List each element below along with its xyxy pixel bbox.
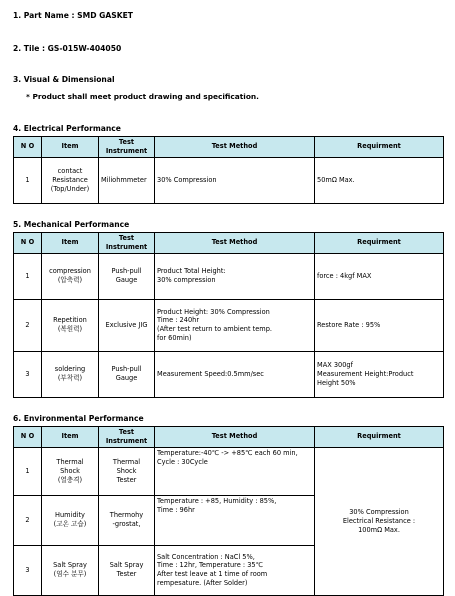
cell-method: Salt Concentration : NaCl 5%, Time : 12hr, Temperature : 35℃ After test leave at 1 time of room rempesature. (After Solder) — [155, 545, 315, 595]
header-instrument: Test Instrument — [99, 233, 155, 254]
cell-no: 1 — [14, 157, 42, 203]
part-title: 2. Tile : GS-015W-404050 — [13, 44, 122, 53]
cell-method: Product Height: 30% Compression Time : 240hr (After test return to ambient temp. for 60min) — [155, 299, 315, 351]
cell-instrument: Push-pull Gauge — [99, 351, 155, 397]
cell-requirement: MAX 300gf Measurement Height:Product Height 50% — [315, 351, 444, 397]
header-item: Item — [42, 137, 99, 158]
header-no: N O — [14, 233, 42, 254]
cell-no: 3 — [14, 351, 42, 397]
cell-instrument: Thermal Shock Tester — [99, 447, 155, 495]
section-environmental-heading: 6. Environmental Performance — [13, 414, 144, 423]
cell-method: Temperature:-40℃ -> +85℃ each 60 min, Cycle : 30Cycle — [155, 447, 315, 495]
cell-requirement: force : 4kgf MAX — [315, 253, 444, 299]
cell-instrument: Thermohy -grostat, — [99, 495, 155, 545]
header-no: N O — [14, 137, 42, 158]
table-row — [14, 351, 444, 397]
cell-instrument: Salt Spray Tester — [99, 545, 155, 595]
cell-no: 1 — [14, 447, 42, 495]
cell-item: contact Resistance (Top/Under) — [42, 157, 99, 203]
cell-method: Product Total Height: 30% compression — [155, 253, 315, 299]
cell-no: 2 — [14, 299, 42, 351]
table-row — [14, 157, 444, 203]
cell-instrument: Push-pull Gauge — [99, 253, 155, 299]
cell-item: Humidity (고온 고습) — [42, 495, 99, 545]
cell-item: compression (압축력) — [42, 253, 99, 299]
header-no: N O — [14, 427, 42, 448]
cell-method: Measurement Speed:0.5mm/sec — [155, 351, 315, 397]
cell-no: 2 — [14, 495, 42, 545]
table-row — [14, 447, 444, 495]
section-mechanical-heading: 5. Mechanical Performance — [13, 220, 130, 229]
header-requirement: Requirment — [315, 427, 444, 448]
header-item: Item — [42, 427, 99, 448]
header-method: Test Method — [155, 137, 315, 158]
cell-method: 30% Compression — [155, 157, 315, 203]
table-row — [14, 299, 444, 351]
cell-item: Repetition (복원력) — [42, 299, 99, 351]
cell-requirement: Restore Rate : 95% — [315, 299, 444, 351]
part-name: 1. Part Name : SMD GASKET — [13, 11, 133, 20]
header-requirement: Requirment — [315, 233, 444, 254]
header-requirement: Requirment — [315, 137, 444, 158]
header-instrument: Test Instrument — [99, 137, 155, 158]
cell-no: 1 — [14, 253, 42, 299]
cell-instrument: Miliohmmeter — [99, 157, 155, 203]
section-visual-heading: 3. Visual & Dimensional — [13, 75, 115, 84]
cell-item: Salt Spray (염수 분무) — [42, 545, 99, 595]
mechanical-table — [13, 232, 444, 398]
visual-note: * Product shall meet product drawing and specification. — [26, 92, 259, 101]
cell-requirement: 30% Compression Electrical Resistance : 100mΩ Max. — [315, 447, 444, 595]
cell-item: soldering (부착력) — [42, 351, 99, 397]
header-item: Item — [42, 233, 99, 254]
electrical-table — [13, 136, 444, 204]
header-method: Test Method — [155, 427, 315, 448]
cell-requirement: 50mΩ Max. — [315, 157, 444, 203]
header-method: Test Method — [155, 233, 315, 254]
cell-no: 3 — [14, 545, 42, 595]
environmental-table — [13, 426, 444, 596]
cell-method: Temperature : +85, Humidity : 85%, Time : 96hr — [155, 495, 315, 545]
cell-item: Thermal Shock (열충격) — [42, 447, 99, 495]
cell-instrument: Exclusive JIG — [99, 299, 155, 351]
header-instrument: Test Instrument — [99, 427, 155, 448]
section-electrical-heading: 4. Electrical Performance — [13, 124, 121, 133]
table-row — [14, 253, 444, 299]
